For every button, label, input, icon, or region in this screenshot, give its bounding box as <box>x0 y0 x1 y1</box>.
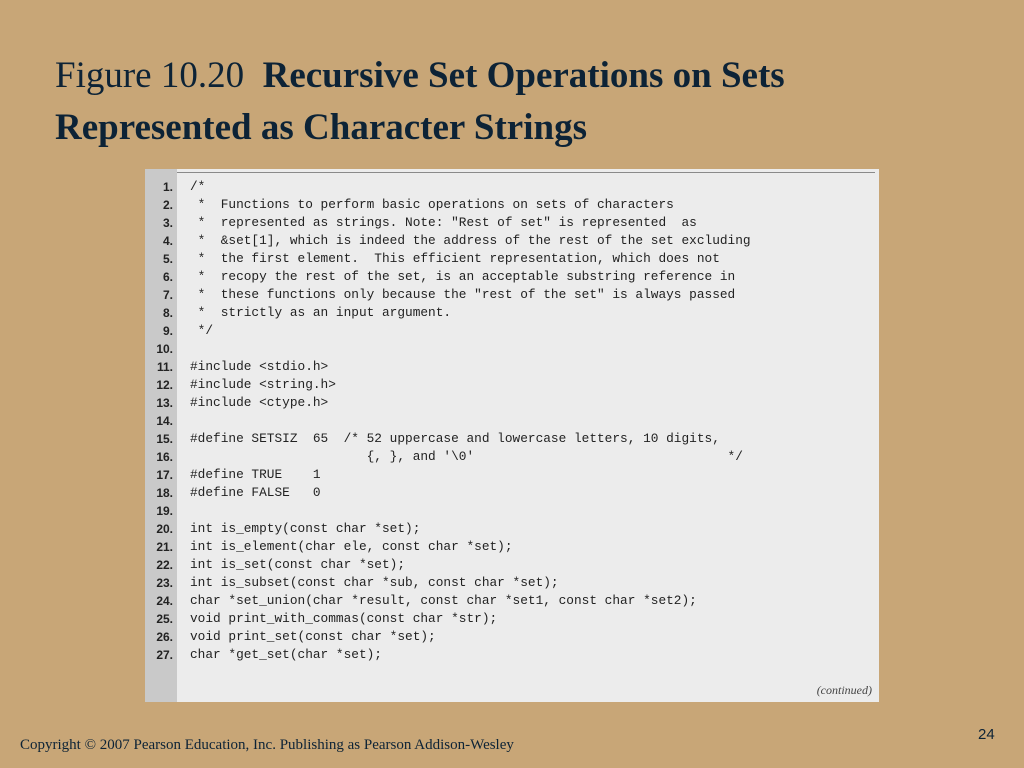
line-code: int is_element(char ele, const char *set); <box>190 539 513 554</box>
line-code: void print_with_commas(const char *str); <box>190 611 498 626</box>
code-line <box>145 322 879 340</box>
continued-note: (continued) <box>816 683 872 697</box>
line-number: 4. <box>162 234 173 248</box>
code-line <box>145 484 879 502</box>
line-code: char *set_union(char *result, const char *set1, const char *set2); <box>190 593 697 608</box>
page-number: 24 <box>978 726 995 743</box>
line-code: * strictly as an input argument. <box>190 305 452 320</box>
code-line <box>145 430 879 448</box>
code-line <box>145 376 879 394</box>
line-number: 9. <box>162 324 173 338</box>
figure-caption: Recursive Set Operations on Sets Represented as Character Strings <box>55 55 785 148</box>
line-number: 10. <box>156 342 173 356</box>
code-line <box>145 412 879 430</box>
line-code: /* <box>190 179 206 194</box>
code-line <box>145 538 879 556</box>
line-code: * &set[1], which is indeed the address of the rest of the set excluding <box>190 233 751 248</box>
code-listing <box>145 169 879 702</box>
line-number: 12. <box>156 378 173 392</box>
line-code: * represented as strings. Note: "Rest of set" is represented as <box>190 215 697 230</box>
line-code: * the first element. This efficient representation, which does not <box>190 251 720 266</box>
line-number: 26. <box>156 630 173 644</box>
line-number: 18. <box>156 486 173 500</box>
code-lines <box>145 178 879 664</box>
line-code: void print_set(const char *set); <box>190 629 436 644</box>
line-code: #define TRUE 1 <box>190 467 321 482</box>
line-number: 17. <box>156 468 173 482</box>
code-line <box>145 646 879 664</box>
line-number: 3. <box>162 216 173 230</box>
line-number: 15. <box>156 432 173 446</box>
code-line <box>145 304 879 322</box>
figure-label: Figure 10.20 <box>55 55 245 96</box>
line-number: 8. <box>162 306 173 320</box>
code-top-rule <box>177 172 875 173</box>
code-line <box>145 268 879 286</box>
code-line <box>145 358 879 376</box>
code-line <box>145 232 879 250</box>
code-line <box>145 250 879 268</box>
line-number: 6. <box>162 270 173 284</box>
slide-title <box>55 50 955 154</box>
line-number: 13. <box>156 396 173 410</box>
code-line <box>145 196 879 214</box>
copyright-notice: Copyright © 2007 Pearson Education, Inc. Publishing as Pearson Addison-Wesley <box>20 737 514 753</box>
line-number: 24. <box>156 594 173 608</box>
line-number: 5. <box>162 252 173 266</box>
line-code: {, }, and '\0' */ <box>190 449 743 464</box>
code-line <box>145 214 879 232</box>
line-code: * recopy the rest of the set, is an acceptable substring reference in <box>190 269 736 284</box>
code-line <box>145 610 879 628</box>
line-number: 21. <box>156 540 173 554</box>
line-code: char *get_set(char *set); <box>190 647 382 662</box>
line-number: 19. <box>156 504 173 518</box>
code-line <box>145 178 879 196</box>
code-line <box>145 286 879 304</box>
line-number: 11. <box>156 360 173 374</box>
line-code: #include <ctype.h> <box>190 395 329 410</box>
line-code: #define SETSIZ 65 /* 52 uppercase and lowercase letters, 10 digits, <box>190 431 720 446</box>
line-code: * these functions only because the "rest of the set" is always passed <box>190 287 736 302</box>
code-line <box>145 592 879 610</box>
line-number: 14. <box>156 414 173 428</box>
code-line <box>145 574 879 592</box>
line-code: int is_subset(const char *sub, const char *set); <box>190 575 559 590</box>
code-line <box>145 340 879 358</box>
line-code: #include <stdio.h> <box>190 359 329 374</box>
code-line <box>145 556 879 574</box>
line-code: #define FALSE 0 <box>190 485 321 500</box>
code-line <box>145 502 879 520</box>
line-number: 7. <box>162 288 173 302</box>
line-number: 1. <box>162 180 173 194</box>
line-number: 22. <box>156 558 173 572</box>
line-code: int is_empty(const char *set); <box>190 521 421 536</box>
code-line <box>145 520 879 538</box>
line-number: 27. <box>156 648 173 662</box>
line-code: int is_set(const char *set); <box>190 557 406 572</box>
line-number: 2. <box>162 198 173 212</box>
line-number: 16. <box>156 450 173 464</box>
code-line <box>145 466 879 484</box>
code-line <box>145 394 879 412</box>
line-number: 23. <box>156 576 173 590</box>
line-number: 20. <box>156 522 173 536</box>
line-number: 25. <box>156 612 173 626</box>
code-line <box>145 448 879 466</box>
line-code: #include <string.h> <box>190 377 336 392</box>
line-code: */ <box>190 323 214 338</box>
code-line <box>145 628 879 646</box>
line-code: * Functions to perform basic operations on sets of characters <box>190 197 674 212</box>
